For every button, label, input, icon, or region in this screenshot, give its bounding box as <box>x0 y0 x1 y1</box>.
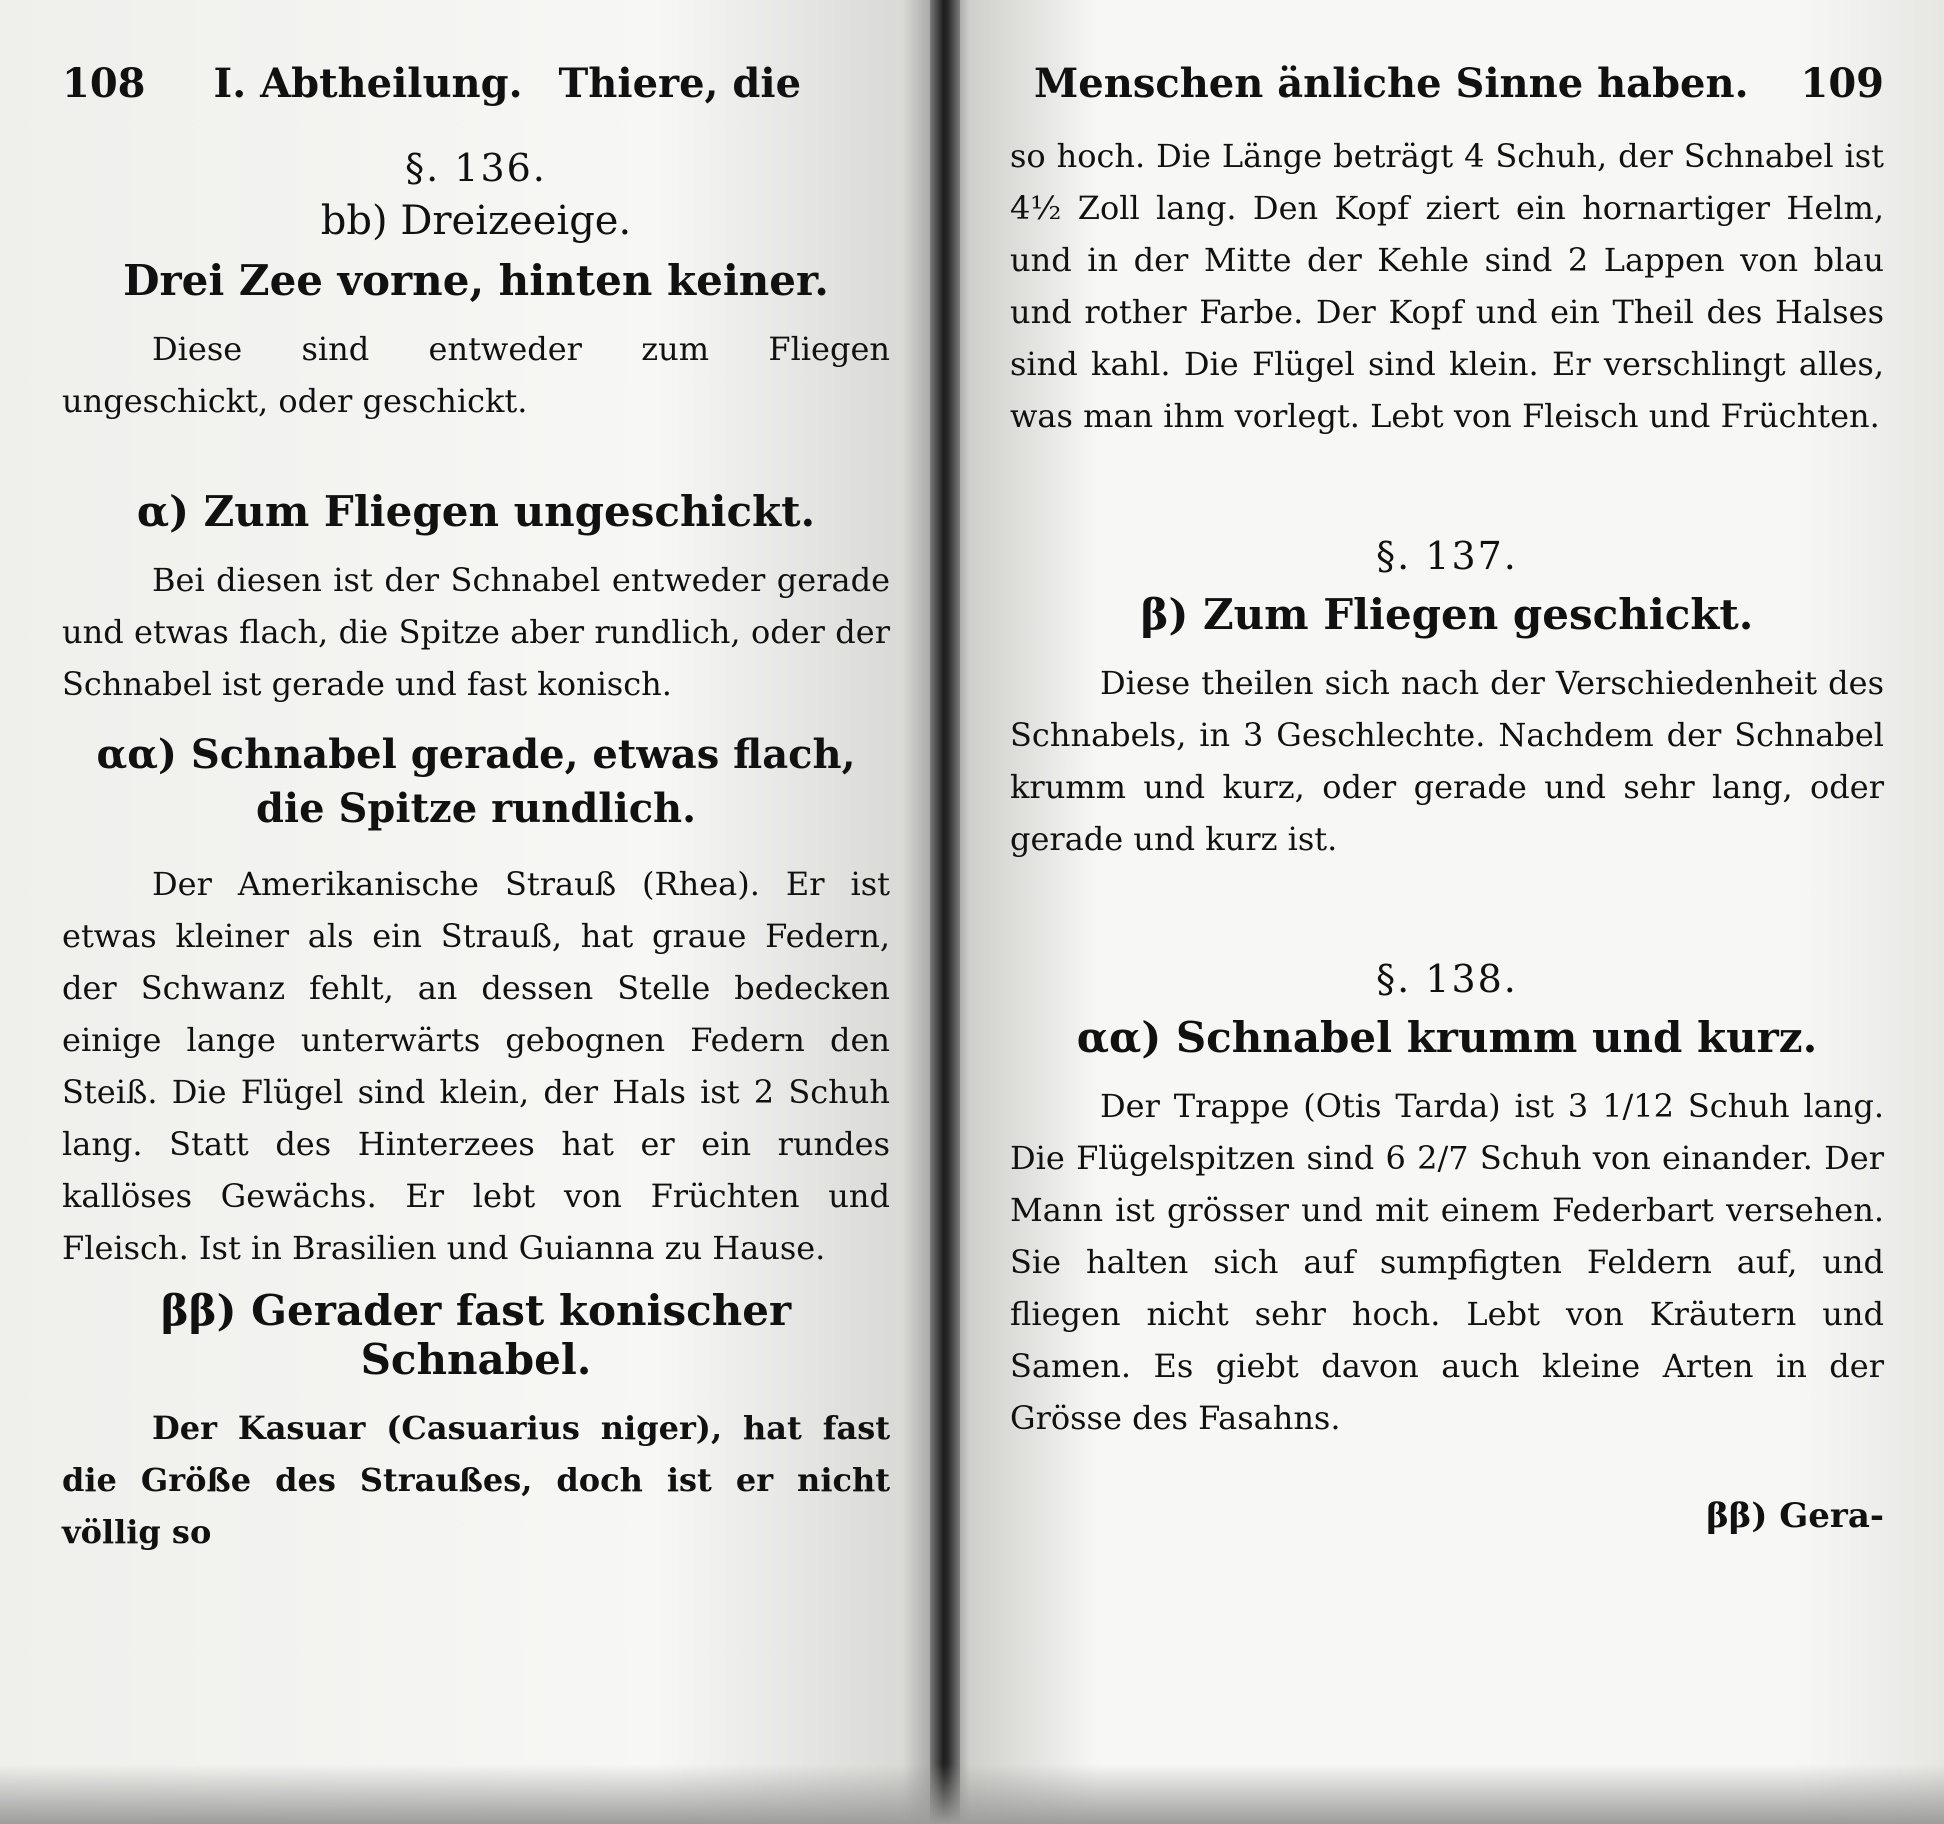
paragraph-kasuar: Der Kasuar (Casuarius niger), hat fast die Größe des Straußes, doch ist er nicht völlig so <box>62 1409 890 1551</box>
paragraph-intro: Diese sind entweder zum Fliegen ungeschickt, oder geschickt. <box>62 330 890 420</box>
section-138: §. 138. <box>1376 957 1518 1001</box>
catchword: ββ) Gera- <box>1706 1496 1884 1536</box>
running-head-left <box>62 60 890 130</box>
heading-zum-fliegen-ungeschickt: α) Zum Fliegen ungeschickt. <box>136 487 816 536</box>
heading-schnabel-krumm-kurz: αα) Schnabel krumm und kurz. <box>1076 1013 1818 1062</box>
paragraph-trappe: Der Trappe (Otis Tarda) ist 3 1/12 Schuh lang. Die Flügelspitzen sind 6 2/7 Schuh von einander. Der Mann ist grösser und mit einem Federbart versehen. Sie halten sich auf sumpfigten Feldern auf, und fliegen nicht sehr hoch. Lebt von Kräutern und Samen. Es giebt davon auch kleine Arten in der Grösse des Fasahns. <box>1010 1087 1884 1437</box>
page-edge-bottom <box>0 1764 1944 1824</box>
running-head-right <box>1010 60 1884 130</box>
right-page <box>950 0 1944 1824</box>
running-head-title-right: Menschen änliche Sinne haben. <box>1034 60 1749 107</box>
page-number-left: 108 <box>62 60 146 107</box>
heading-dreizeeige: bb) Dreizeeige. <box>320 198 632 244</box>
running-head-title: Thiere, die <box>558 60 802 107</box>
left-page <box>0 0 940 1824</box>
section-136: §. 136. <box>405 146 547 190</box>
heading-zum-fliegen-geschickt: β) Zum Fliegen geschickt. <box>1140 590 1754 639</box>
heading-konischer-schnabel: ββ) Gerader fast konischer Schnabel. <box>160 1286 792 1384</box>
paragraph-geschickt: Diese theilen sich nach der Verschiedenheit des Schnabels, in 3 Geschlechte. Nachdem der Schnabel krumm und kurz, oder gerade und sehr lang, oder gerade und kurz ist. <box>1010 664 1884 858</box>
paragraph-kasuar-continued: so hoch. Die Länge beträgt 4 Schuh, der Schnabel ist 4½ Zoll lang. Den Kopf ziert ein hornartiger Helm, und in der Mitte der Kehle sind 2 Lappen von blau und rother Farbe. Der Kopf und ein Theil des Halses sind kahl. Die Flügel sind klein. Er verschlingt alles, was man ihm vorlegt. Lebt von Fleisch und Früchten. <box>1010 137 1884 435</box>
section-137: §. 137. <box>1376 534 1518 578</box>
page-number-right: 109 <box>1800 60 1884 107</box>
paragraph-rhea: Der Amerikanische Strauß (Rhea). Er ist etwas kleiner als ein Strauß, hat graue Federn, der Schwanz fehlt, an dessen Stelle bedecken einige lange unterwärts gebognen Federn den Steiß. Die Flügel sind klein, der Hals ist 2 Schuh lang. Statt des Hinterzees hat er ein rundes kallöses Gewächs. Er lebt von Früchten und Fleisch. Ist in Brasilien und Guianna zu Hause. <box>62 865 890 1267</box>
book-gutter <box>930 0 960 1824</box>
paragraph-ungeschickt: Bei diesen ist der Schnabel entweder gerade und etwas flach, die Spitze aber rundlich, oder der Schnabel ist gerade und fast konisch. <box>62 561 890 703</box>
heading-schnabel-gerade-flach: αα) Schnabel gerade, etwas flach, die Spitze rundlich. <box>96 731 856 832</box>
heading-drei-zee: Drei Zee vorne, hinten keiner. <box>123 256 829 305</box>
running-head-section: I. Abtheilung. <box>213 60 523 107</box>
